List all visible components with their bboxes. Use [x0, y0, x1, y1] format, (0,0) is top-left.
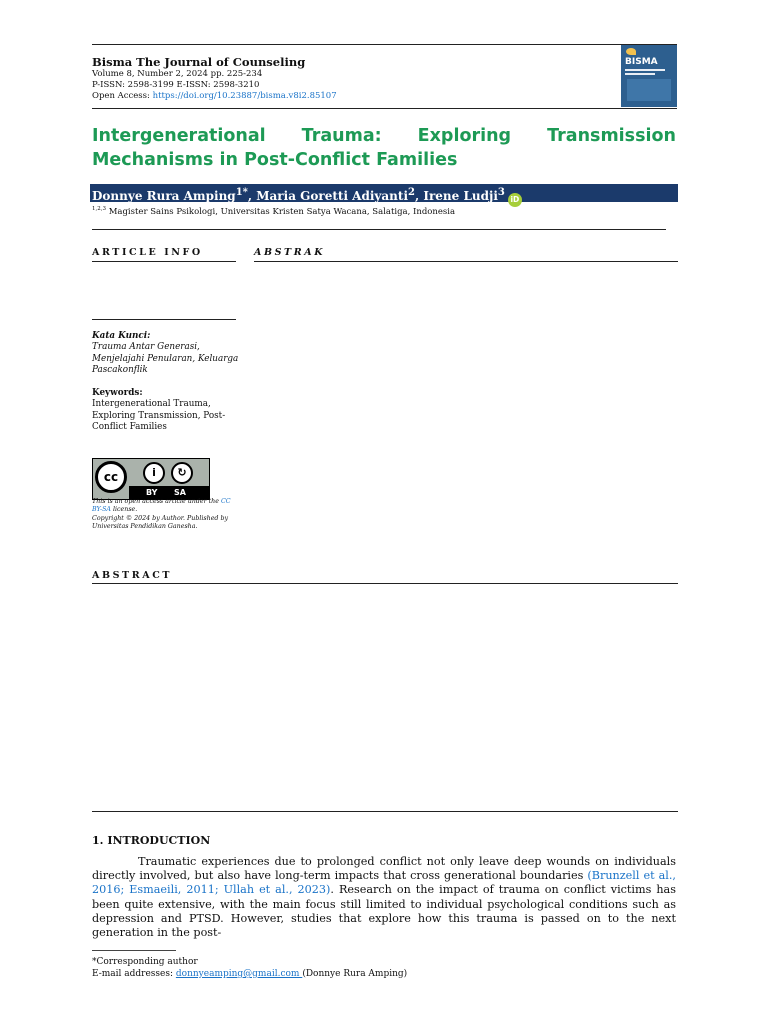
- cover-title: BISMA: [625, 57, 658, 67]
- article-info-divider: [92, 319, 236, 320]
- volume-line: Volume 8, Number 2, 2024 pp. 225-234: [92, 69, 263, 79]
- cover-graphic: [627, 79, 671, 101]
- author-3-sup: 3: [497, 187, 505, 198]
- author-1-sup: 1*: [235, 187, 248, 198]
- license-text: [92, 498, 240, 532]
- footnote-rule: [92, 950, 176, 951]
- journal-name: Bisma The Journal of Counseling: [92, 55, 306, 69]
- author-list: Donnye Rura Amping$^{1*}$, Maria Goretti Adiyanti$^2$, Irene Ludji$^3$iD: [92, 184, 522, 207]
- license-link-cc[interactable]: CC: [220, 498, 231, 505]
- article-title-line2: Mechanisms in Post-Conflict Families: [92, 150, 458, 170]
- journal-cover-image: [621, 45, 677, 107]
- cover-line: [625, 73, 655, 75]
- copyright-line1: Copyright © 2024 by Author. Published by: [92, 514, 229, 522]
- affiliation-text: Magister Sains Psikologi, Universitas Kristen Satya Wacana, Salatiga, Indonesia: [106, 206, 456, 217]
- kata-kunci-line: Menjelajahi Penularan, Keluarga: [92, 353, 239, 364]
- affiliation: [92, 206, 455, 217]
- email-line: [92, 969, 407, 979]
- keywords-list: [92, 399, 225, 434]
- badge-sa-label: SA: [174, 488, 186, 497]
- affiliation-sup: 1,2,3: [92, 206, 106, 212]
- introduction-body: [92, 855, 676, 940]
- header-top-rule: [92, 44, 677, 45]
- email-owner: (Donnye Rura Amping): [302, 969, 408, 979]
- keywords-line: Intergenerational Trauma,: [92, 399, 211, 409]
- introduction-heading: 1. INTRODUCTION: [92, 834, 211, 847]
- kata-kunci-line: Trauma Antar Generasi,: [92, 342, 200, 352]
- intro-text-a: Traumatic experiences due to prolonged conflict not only leave deep wounds on individuals directly involved, but also have long-term impacts that cross generational boundaries: [92, 855, 676, 883]
- introduction-paragraph: [92, 855, 676, 940]
- affiliation-rule: [92, 229, 666, 230]
- article-info-heading: ARTICLE INFO: [92, 247, 203, 258]
- header-bottom-rule: [92, 108, 677, 109]
- orcid-icon[interactable]: iD: [508, 193, 522, 207]
- article-title: [92, 124, 676, 172]
- article-info-rule: [92, 261, 236, 262]
- open-access-line: [92, 91, 337, 102]
- email-label: E-mail addresses:: [92, 969, 176, 979]
- open-access-label: Open Access:: [92, 91, 153, 101]
- doi-link[interactable]: https://doi.org/10.23887/bisma.v8i2.85107: [152, 91, 337, 101]
- badge-by-label: BY: [146, 488, 158, 497]
- abstrak-rule: [254, 261, 678, 262]
- cover-logo-icon: [626, 48, 636, 55]
- keywords-label: Keywords:: [92, 388, 143, 398]
- corresponding-author-note: *Corresponding author: [92, 957, 198, 967]
- copyright-line2: Universitas Pendidikan Ganesha.: [92, 523, 198, 531]
- kata-kunci-label: Kata Kunci:: [92, 331, 151, 341]
- kata-kunci-list: [92, 342, 238, 377]
- license-link-bysa[interactable]: BY-SA: [92, 506, 111, 514]
- article-title-line1: Intergenerational Trauma: Exploring Transmission: [92, 126, 676, 146]
- abstract-end-rule: [92, 811, 678, 812]
- abstract-rule: [92, 583, 678, 584]
- cover-line: [625, 69, 665, 71]
- intro-citation-link[interactable]: (Brunzell et al., 2016; Esmaeili, 2011; Ullah et al., 2023): [92, 869, 676, 897]
- intro-text-b: . Research on the impact of trauma on conflict victims has been quite extensive, with the main focus still limited to individual psychological conditions such as depression and PTSD. However, studies that explore how this trauma is passed on to the next generation in the post-: [92, 883, 676, 940]
- kata-kunci-line: Pascakonflik: [92, 365, 148, 375]
- keywords-line: Exploring Transmission, Post-: [92, 410, 226, 421]
- attribution-icon: i: [143, 462, 165, 484]
- cc-icon: cc: [95, 461, 127, 493]
- author-2: Maria Goretti Adiyanti: [256, 189, 409, 203]
- author-3: Irene Ludji: [423, 189, 498, 203]
- author-1: Donnye Rura Amping: [92, 189, 236, 203]
- issn-line: P-ISSN: 2598-3199 E-ISSN: 2598-3210: [92, 80, 260, 90]
- license-intro: This is an open access article under the: [92, 498, 221, 505]
- abstrak-heading: ABSTRAK: [254, 247, 326, 258]
- author-2-sup: 2: [408, 187, 415, 198]
- abstract-heading: ABSTRACT: [92, 570, 173, 581]
- email-link[interactable]: donnyeamping@gmail.com: [175, 969, 303, 979]
- license-suffix: license.: [110, 506, 138, 514]
- cc-by-sa-badge[interactable]: [92, 458, 210, 500]
- share-alike-icon: ↻: [171, 462, 193, 484]
- keywords-line: Conflict Families: [92, 422, 167, 432]
